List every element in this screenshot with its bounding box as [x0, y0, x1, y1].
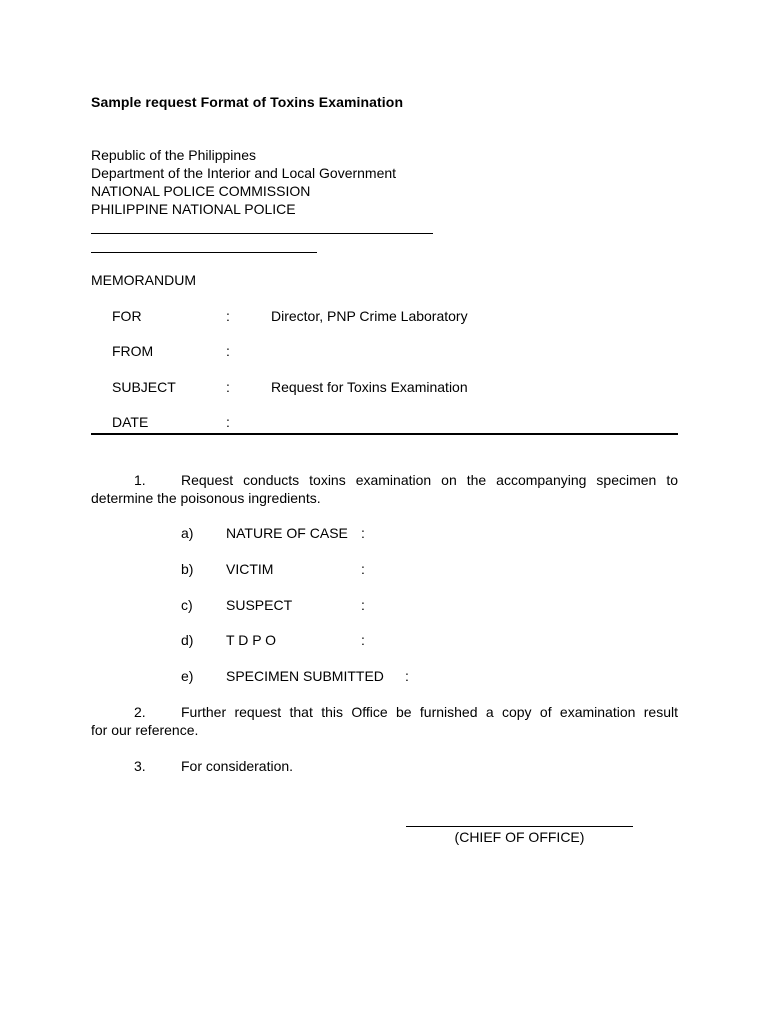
memo-field-colon: :: [226, 308, 230, 324]
header-divider-rule: [91, 433, 678, 435]
memo-field-label: FROM: [112, 343, 154, 359]
memo-field-value: Request for Toxins Examination: [271, 379, 468, 395]
memorandum-label: MEMORANDUM: [91, 272, 196, 288]
header-line-napolcom: NATIONAL POLICE COMMISSION: [91, 183, 311, 199]
item-letter: b): [181, 561, 194, 577]
item-letter: a): [181, 525, 194, 541]
item-letter: d): [181, 632, 194, 648]
memo-field-colon: :: [226, 379, 230, 395]
document-title: Sample request Format of Toxins Examination: [91, 94, 404, 110]
paragraph-1-line-2: determine the poisonous ingredients.: [91, 490, 321, 506]
item-colon: :: [405, 668, 409, 684]
paragraph-2-line-2: for our reference.: [91, 722, 199, 738]
signature-label: (CHIEF OF OFFICE): [454, 829, 585, 845]
item-colon: :: [361, 561, 365, 577]
header-line-dilg: Department of the Interior and Local Government: [91, 165, 397, 181]
memo-field-colon: :: [226, 414, 230, 430]
signature-line: [406, 826, 633, 827]
paragraph-1-number: 1.: [134, 472, 146, 488]
item-letter: c): [181, 597, 193, 613]
item-colon: :: [361, 525, 365, 541]
paragraph-2-line-1: Further request that this Office be furnished a copy of examination result: [181, 704, 678, 720]
paragraph-2-number: 2.: [134, 704, 146, 720]
item-colon: :: [361, 632, 365, 648]
item-label: T D P O: [226, 632, 277, 648]
memo-field-label: SUBJECT: [112, 379, 176, 395]
item-letter: e): [181, 668, 194, 684]
item-label: NATURE OF CASE: [226, 525, 348, 541]
office-blank-line-2: [91, 252, 317, 253]
memo-field-label: DATE: [112, 414, 149, 430]
header-line-republic: Republic of the Philippines: [91, 147, 256, 163]
memo-field-colon: :: [226, 343, 230, 359]
header-line-pnp: PHILIPPINE NATIONAL POLICE: [91, 201, 296, 217]
item-colon: :: [361, 597, 365, 613]
paragraph-3-text: For consideration.: [181, 758, 294, 774]
item-label: VICTIM: [226, 561, 274, 577]
paragraph-3-number: 3.: [134, 758, 146, 774]
memo-field-label: FOR: [112, 308, 142, 324]
paragraph-1-line-1: Request conducts toxins examination on the accompanying specimen to: [181, 472, 678, 488]
office-blank-line-1: [91, 233, 433, 234]
item-label: SUSPECT: [226, 597, 293, 613]
item-label: SPECIMEN SUBMITTED: [226, 668, 384, 684]
memo-field-value: Director, PNP Crime Laboratory: [271, 308, 468, 324]
